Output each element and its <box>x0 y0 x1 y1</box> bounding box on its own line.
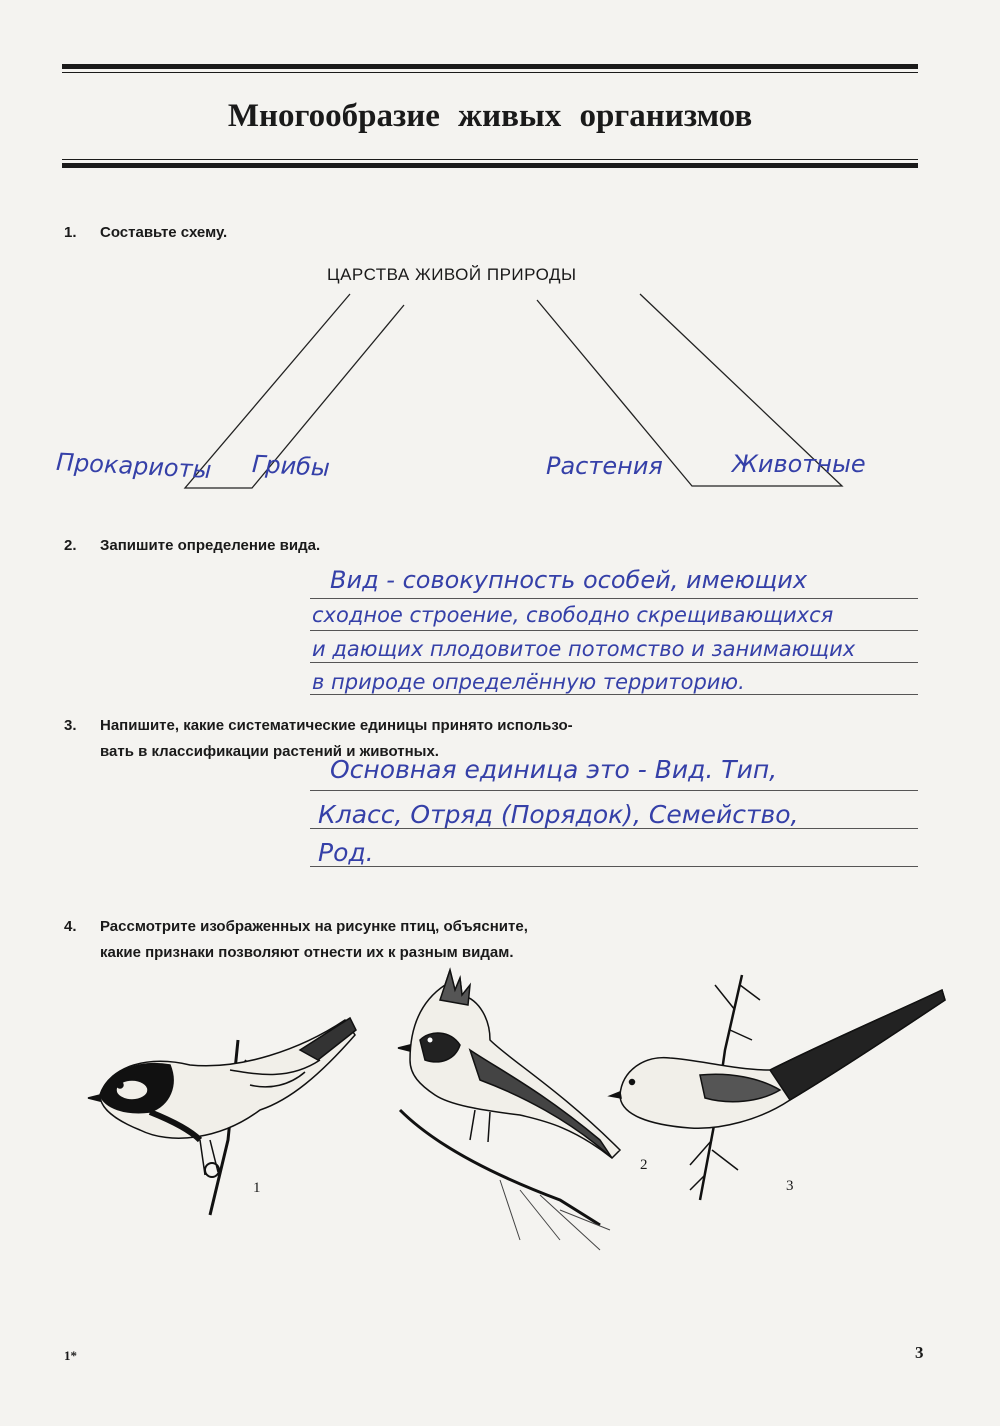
answer-2-line-1: Вид - совокупность особей, имеющих <box>330 566 808 594</box>
question-4-text-line-1: Рассмотрите изображенных на рисунке птиц, объясните, <box>100 918 528 935</box>
answer-kingdom-2: Грибы <box>251 449 331 483</box>
page-number: 3 <box>915 1343 924 1362</box>
bird-1-great-tit <box>88 1018 356 1215</box>
scheme-title: ЦАРСТВА ЖИВОЙ ПРИРОДЫ <box>327 265 577 284</box>
figure-label-2: 2 <box>640 1157 648 1173</box>
question-1-number: 1. <box>64 224 77 241</box>
answer-2-line-2: сходное строение, свободно скрещивающихся <box>312 603 834 627</box>
answer-2-line-3: и дающих плодовитое потомство и занимающих <box>312 637 856 661</box>
question-2-number: 2. <box>64 537 77 554</box>
question-3-text-line-2: вать в классификации растений и животных. <box>100 743 439 760</box>
question-1-text: Составьте схему. <box>100 224 228 241</box>
figure-label-3: 3 <box>786 1178 794 1194</box>
figure-label-1: 1 <box>253 1180 261 1196</box>
question-3-text-line-1: Напишите, какие систематические единицы принято использо- <box>100 717 573 734</box>
bird-2-crested-tit <box>398 970 620 1250</box>
question-4-text-line-2: какие признаки позволяют отнести их к разным видам. <box>100 944 514 961</box>
answer-2-line-4: в природе определённую территорию. <box>312 670 745 694</box>
question-3-number: 3. <box>64 717 77 734</box>
answer-kingdom-1: Прокариоты <box>55 447 213 485</box>
answer-3-line-2: Класс, Отряд (Порядок), Семейство, <box>318 800 799 829</box>
question-2-text: Запишите определение вида. <box>100 537 321 554</box>
bird-3-long-tailed-tit <box>610 975 945 1200</box>
answer-kingdom-4: Животные <box>732 450 866 478</box>
page-signature: 1* <box>64 1348 77 1363</box>
answer-3-line-1: Основная единица это - Вид. Тип, <box>330 755 778 784</box>
answer-kingdom-3: Растения <box>546 452 663 480</box>
answer-3-line-3: Род. <box>318 838 374 867</box>
question-4-number: 4. <box>64 918 77 935</box>
page-title: Многообразие живых организмов <box>227 98 753 134</box>
